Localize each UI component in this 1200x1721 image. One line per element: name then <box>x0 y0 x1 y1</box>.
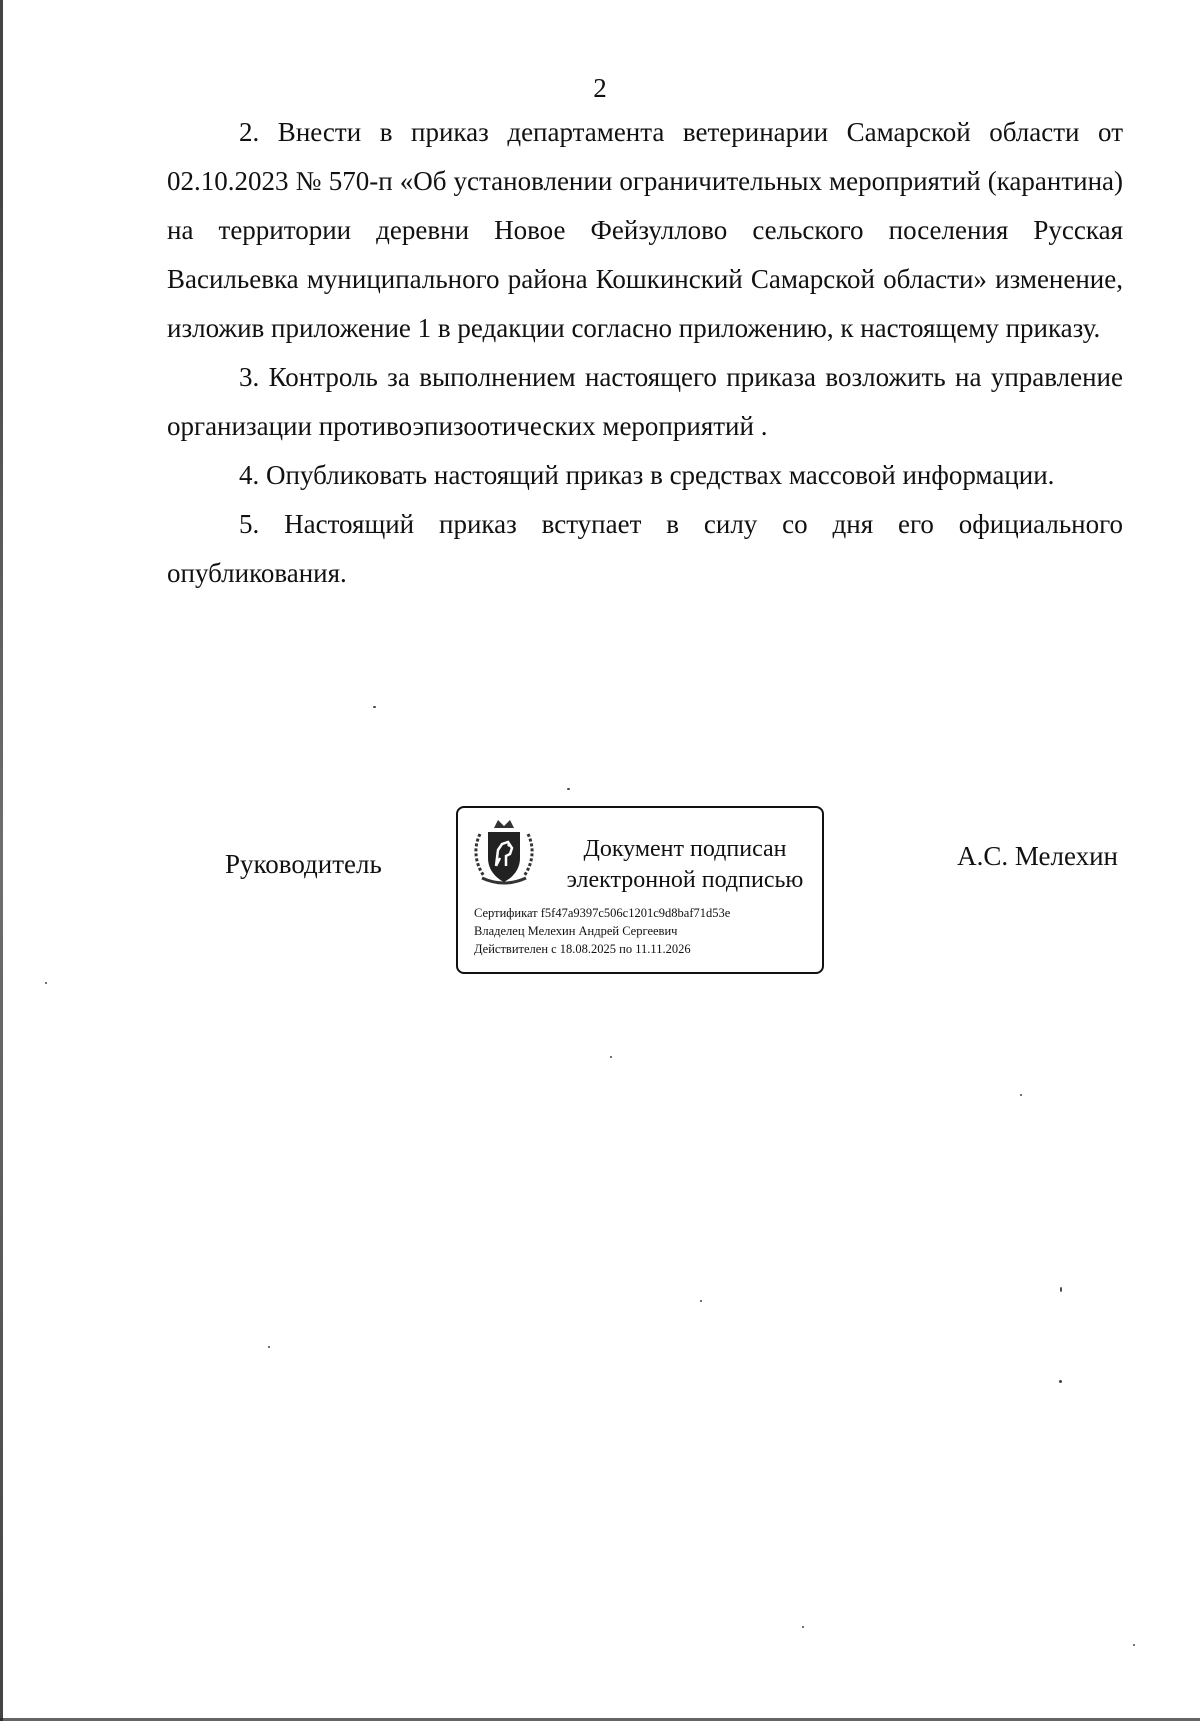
paragraph-5: 5. Настоящий приказ вступает в силу со дня его официального опубликования. <box>167 509 1123 588</box>
coat-of-arms-icon <box>472 818 536 886</box>
scan-speck <box>1060 1287 1062 1292</box>
scan-speck <box>610 1056 612 1058</box>
document-body <box>167 108 1123 598</box>
stamp-certificate: Сертификат f5f47a9397c506c1201c9d8baf71d53e <box>474 906 731 920</box>
scan-speck <box>1059 1380 1062 1383</box>
scan-speck <box>45 982 47 984</box>
electronic-signature-stamp <box>456 806 824 974</box>
page-number: 2 <box>593 73 607 103</box>
scan-speck <box>567 788 570 790</box>
stamp-title-line1: Документ подписан <box>583 836 787 862</box>
scan-speck <box>700 1300 702 1302</box>
stamp-details <box>474 904 730 958</box>
signature-block <box>0 800 1200 980</box>
scan-speck <box>1133 1644 1135 1646</box>
paragraph-3: 3. Контроль за выполнением настоящего приказа возложить на управление организации противоэпизоотических мероприятий . <box>167 362 1123 441</box>
scan-speck <box>373 706 376 708</box>
scan-speck <box>1020 1094 1022 1096</box>
signer-name: А.С. Мелехин <box>957 841 1118 871</box>
stamp-owner: Владелец Мелехин Андрей Сергеевич <box>474 924 678 938</box>
scan-speck <box>802 1626 804 1628</box>
scan-speck <box>268 1346 270 1348</box>
signer-position: Руководитель <box>225 849 382 879</box>
paragraph-2: 2. Внести в приказ департамента ветеринарии Самарской области от 02.10.2023 № 570-п «Об установлении ограничительных мероприятий (карантина) на территории деревни Новое Фейзуллово сельского поселения Русская Васильевка муниципального района Кошкинский Самарской области» изменение, изложив приложение 1 в редакции согласно приложению, к настоящему приказу. <box>167 117 1123 343</box>
stamp-title-line2: электронной подписью <box>566 867 804 893</box>
stamp-validity: Действителен с 18.08.2025 по 11.11.2026 <box>474 942 691 956</box>
stamp-title <box>554 834 816 896</box>
paragraph-4: 4. Опубликовать настоящий приказ в средствах массовой информации. <box>239 460 1055 490</box>
